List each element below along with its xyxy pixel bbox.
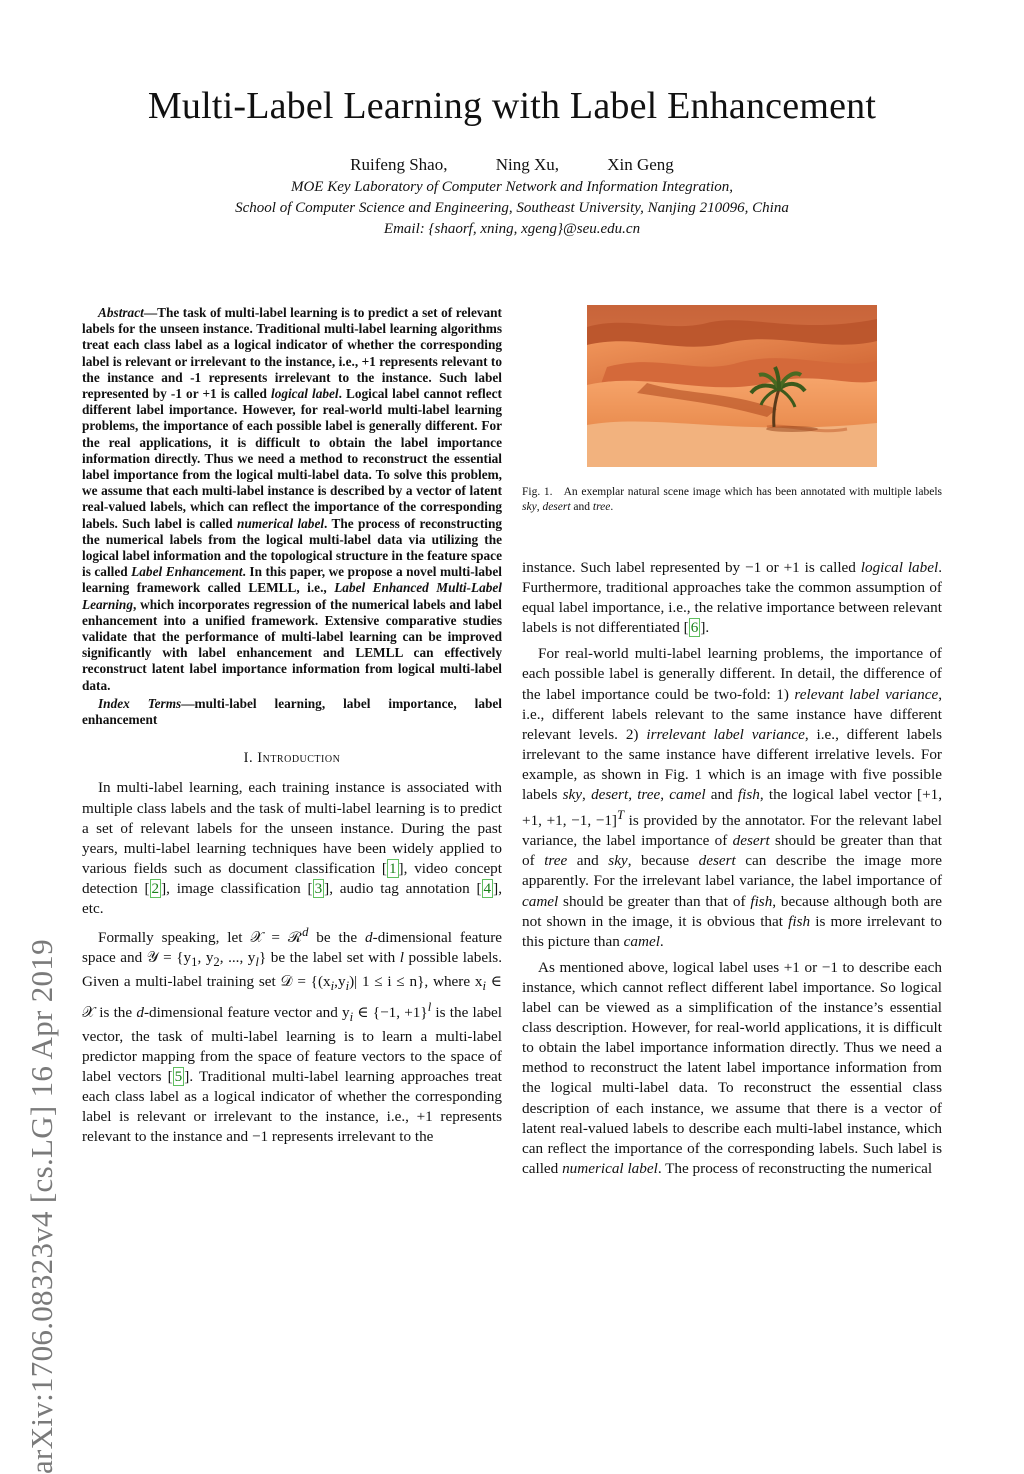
abstract [82,305,502,1150]
abstract-em: numerical label [236,515,325,531]
paragraph: In multi-label learning, each training instance is associated with multiple class labels and the task of multi-label learning is to predict a set of relevant labels for the unseen instance. During the past years, multi-label learning techniques have been widely applied to various fields such as document classification [ 1 ], video concept detection [ 2 ], image classification [ 3 ], audio tag annotation [ 4 ], etc. [82,779,502,918]
author-name: Ruifeng Shao, [350,155,448,174]
abstract-text: . The process of reconstructing the numerical labels from the logical multi-label data via utilizing the logical label information and the topological structure in the feature space is called [82,515,502,580]
author-name: Ning Xu, [495,155,559,174]
section-numeral: I. [243,750,254,767]
abstract-text: . In this paper, we propose a novel multi-label learning framework called LEMLL, i.e., [82,564,502,596]
caption-label-term: tree [592,501,611,513]
citation-link[interactable]: 1 [388,859,397,877]
arxiv-id: arXiv:1706.08323v4 [cs.LG] 16 Apr 2019 [24,939,59,1474]
paragraph: Formally speaking, let 𝒳 = ℛ$^d$ be the d-dimensional feature space and 𝒴 = {$y_1$, $y_2$, ..., $y_l$} be the label set with l possible labels. Given a multi-label training set 𝒟 = {$(x_i,y_i)|$ 1 ≤ i ≤ n}, where $x_i$ ∈ 𝒳 is the d-dimensional feature vector and $y_i$ ∈ {−1, +1}$^l$ is the label vector, the task of multi-label learning is to learn a multi-label predictor mapping from the space of feature vectors to the space of label vectors [ 5 ]. Traditional multi-label learning approaches treat each class label as a logical indicator of whether the corresponding label is relevant or irrelevant to the instance, i.e., +1 represents relevant to the instance and −1 represents irrelevant to the [82,925,503,1146]
citation-link[interactable]: 6 [690,619,699,637]
citation-link[interactable]: 2 [151,879,160,897]
section-title: Introduction [257,750,341,767]
citation-link[interactable]: 4 [483,879,492,897]
paper-title: Multi-Label Learning with Label Enhancement [147,85,877,127]
email-line: Email: {shaorf, xning, xgeng}@seu.edu.cn [383,221,641,237]
abstract-text: —The task of multi-label learning is to predict a set of relevant labels for the unseen instance. Traditional multi-label learning algorithms treat each class label as a logical indicator of whether the corresponding label is relevant or irrelevant to the instance, i.e., +1 represents relevant to the instance and -1 represents irrelevant to the instance. Such label represented by -1 or +1 is called [82,305,502,402]
citation-link[interactable]: 3 [314,879,323,897]
right-column-body [522,558,942,1182]
caption-label-term: desert [542,501,571,513]
paragraph: As mentioned above, logical label uses +1 or −1 to describe each instance, which cannot reflect different label importance. So logical label can be viewed as a simplification of the instance’s essential class description. However, for real-world applications, it is difficult to obtain the label importance information directly. Thus we need a method to reconstruct the latent label importance information from the logical multi-label data. To reconstruct the essential class description of each instance, we assume that there is a vector of latent real-valued labels to describe each multi-label instance, which can reflect the importance of the corresponding labels. Such label is called numerical label. The process of reconstructing the numerical [522,958,942,1177]
figure-desert-image [587,305,877,467]
author-list [0,155,1024,175]
citation-link[interactable]: 5 [174,1067,183,1085]
affiliation-line-1: MOE Key Laboratory of Computer Network and Information Integration, [290,179,734,195]
abstract-em: logical label [271,386,339,402]
abstract-text: , which incorporates regression of the numerical labels and label enhancement into a unified framework. Extensive comparative studies validate that the performance of multi-label learning can be improved significantly with label enhancement and LEMLL can effectively reconstruct latent label importance information from logical multi-label data. [82,596,502,693]
abstract-text: . Logical label cannot reflect different label importance. However, for real-world multi-label learning problems, the importance of each possible label is generally different. For the real applications, it is difficult to obtain the label importance information directly. Thus we need a method to reconstruct the essential label importance from the logical multi-label data. To solve this problem, we assume that each multi-label instance is described by a vector of latent real-valued labels, which can reflect the importance of the corresponding labels. Such label is called [82,386,502,531]
index-terms-text: —multi-label learning, label importance, label enhancement [82,695,503,728]
caption-label-term: sky [522,501,537,513]
author-name: Xin Geng [607,155,674,174]
arxiv-stamp [16,350,60,1474]
affiliation-line-2: School of Computer Science and Engineering, Southeast University, Nanjing 210096, China [235,200,789,216]
intro-body [82,778,502,1147]
paragraph: instance. Such label represented by −1 or +1 is called logical label. Furthermore, traditional approaches take the common assumption of equal label importance, i.e., the relative importance between relevant labels is not differentiated [ 6 ]. [522,559,942,637]
index-terms-label: Index Terms [98,695,182,711]
desert-photo [587,305,877,467]
caption-label: Fig. 1. [522,486,553,498]
abstract-em: Label Enhancement [131,564,243,580]
figure-caption: Fig. 1. An exemplar natural scene image which has been annotated with multiple labels sky, desert and tree. [522,486,942,513]
abstract-em: Label Enhanced Multi-Label Learning [82,580,502,612]
section-heading [82,750,502,766]
abstract-label: Abstract [98,305,144,320]
paragraph: For real-world multi-label learning problems, the importance of each possible label is generally different. In detail, the difference of the label importance could be two-fold: 1) relevant label variance, i.e., different labels relevant to the same instance have different relevant levels. 2) irrelevant label variance, i.e., different labels irrelevant to the same instance have different irrelative levels. For example, as shown in Fig. 1 which is an image with five possible labels sky, desert, tree, camel and fish, the logical label vector [+1, +1, +1, −1, −1]$^T$ is provided by the annotator. For the relevant label variance, the label importance of desert should be greater than that of tree and sky, because desert can describe the image more apparently. For the irrelevant label variance, the label importance of camel should be greater than that of fish, because although both are not shown in the image, it is obvious that fish is more irrelevant to this picture than camel. [522,645,943,950]
caption-text: An exemplar natural scene image which has been annotated with multiple labels [563,486,942,498]
